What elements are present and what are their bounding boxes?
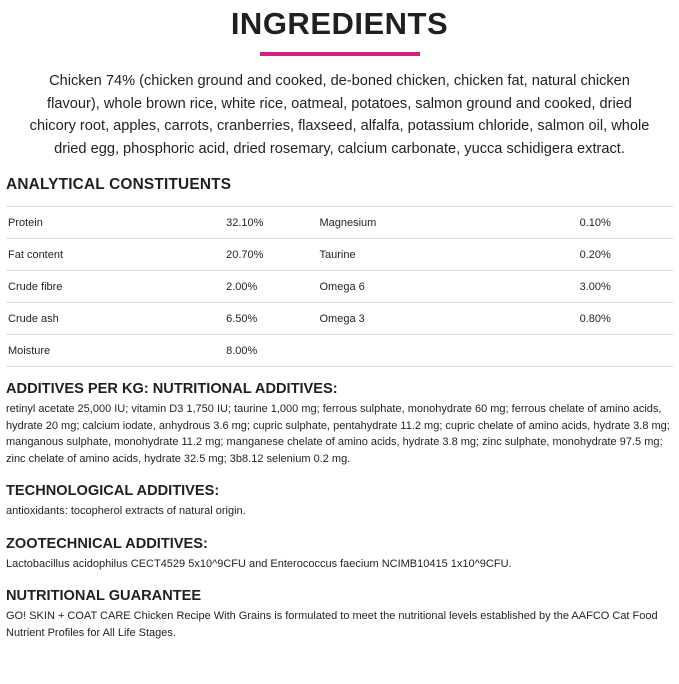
constituent-value: 8.00% xyxy=(226,335,319,367)
section-heading: TECHNOLOGICAL ADDITIVES: xyxy=(6,483,220,500)
constituent-name-2 xyxy=(319,335,579,367)
section-body: Lactobacillus acidophilus CECT4529 5x10^9CFU and Enterococcus faecium NCIMB10415 1x10^9CFU. xyxy=(6,557,512,570)
table-row xyxy=(6,335,673,367)
ingredients-paragraph: Chicken 74% (chicken ground and cooked, de-boned chicken, chicken fat, natural chicken flavour), whole brown rice, white rice, oatmeal, potatoes, salmon ground and cooked, dried chicory root, apples, carrots, cranberries, flaxseed, alfalfa, potassium chloride, salmon oil, whole dried egg, phosphoric acid, dried rosemary, calcium carbonate, yucca schidigera extract. xyxy=(29,73,650,157)
constituent-name: Moisture xyxy=(6,335,226,367)
constituent-name-2: Omega 3 xyxy=(319,303,579,335)
constituent-value: 6.50% xyxy=(226,303,319,335)
constituent-value-2: 0.10% xyxy=(580,207,673,239)
constituent-value-2: 3.00% xyxy=(580,271,673,303)
constituent-name: Crude ash xyxy=(6,303,226,335)
section-technological-additives xyxy=(6,483,673,520)
constituent-name: Crude fibre xyxy=(6,271,226,303)
title-underline-rule xyxy=(260,52,420,56)
constituent-value: 20.70% xyxy=(226,239,319,271)
section-body: retinyl acetate 25,000 IU; vitamin D3 1,750 IU; taurine 1,000 mg; ferrous sulphate, monohydrate 60 mg; ferrous chelate of amino acids, hydrate 20 mg; calcium iodate, anhydrous 3.6 mg; cupric sulphate, pentahydrate 11.2 mg; cupric chelate of amino acids, hydrate 3.8 mg; manganous sulphate, monohydrate 11.2 mg; manganese chelate of amino acids, hydrate 3.8 mg; zinc sulphate, monohydrate 97.5 mg; zinc chelate of amino acids, hydrate 32.5 mg; 3b8.12 selenium 0.2 mg. xyxy=(6,403,670,465)
analytical-constituents-heading: ANALYTICAL CONSTITUENTS xyxy=(6,176,232,194)
constituent-name-2: Omega 6 xyxy=(319,271,579,303)
section-nutritional-additives xyxy=(6,381,673,467)
section-heading: ZOOTECHNICAL ADDITIVES: xyxy=(6,535,208,552)
constituent-value-2: 0.80% xyxy=(580,303,673,335)
constituent-name-2: Magnesium xyxy=(319,207,579,239)
constituent-name-2: Taurine xyxy=(319,239,579,271)
constituent-value-2 xyxy=(580,335,673,367)
table-row xyxy=(6,239,673,271)
constituent-name: Fat content xyxy=(6,239,226,271)
constituent-name: Protein xyxy=(6,207,226,239)
section-body: GO! SKIN + COAT CARE Chicken Recipe With Grains is formulated to meet the nutritional levels established by the AAFCO Cat Food Nutrient Profiles for All Life Stages. xyxy=(6,610,658,639)
table-row xyxy=(6,303,673,335)
constituent-value: 2.00% xyxy=(226,271,319,303)
constituent-value-2: 0.20% xyxy=(580,239,673,271)
section-zootechnical-additives xyxy=(6,536,673,573)
constituent-value: 32.10% xyxy=(226,207,319,239)
section-nutritional-guarantee xyxy=(6,588,673,641)
table-row xyxy=(6,271,673,303)
section-heading: ADDITIVES PER KG: NUTRITIONAL ADDITIVES: xyxy=(6,381,338,398)
analytical-constituents-table xyxy=(6,206,673,367)
page-title: INGREDIENTS xyxy=(230,6,449,41)
table-row xyxy=(6,207,673,239)
ingredients-page xyxy=(0,6,679,684)
section-heading: NUTRITIONAL GUARANTEE xyxy=(6,588,202,605)
section-body: antioxidants: tocopherol extracts of natural origin. xyxy=(6,505,246,518)
